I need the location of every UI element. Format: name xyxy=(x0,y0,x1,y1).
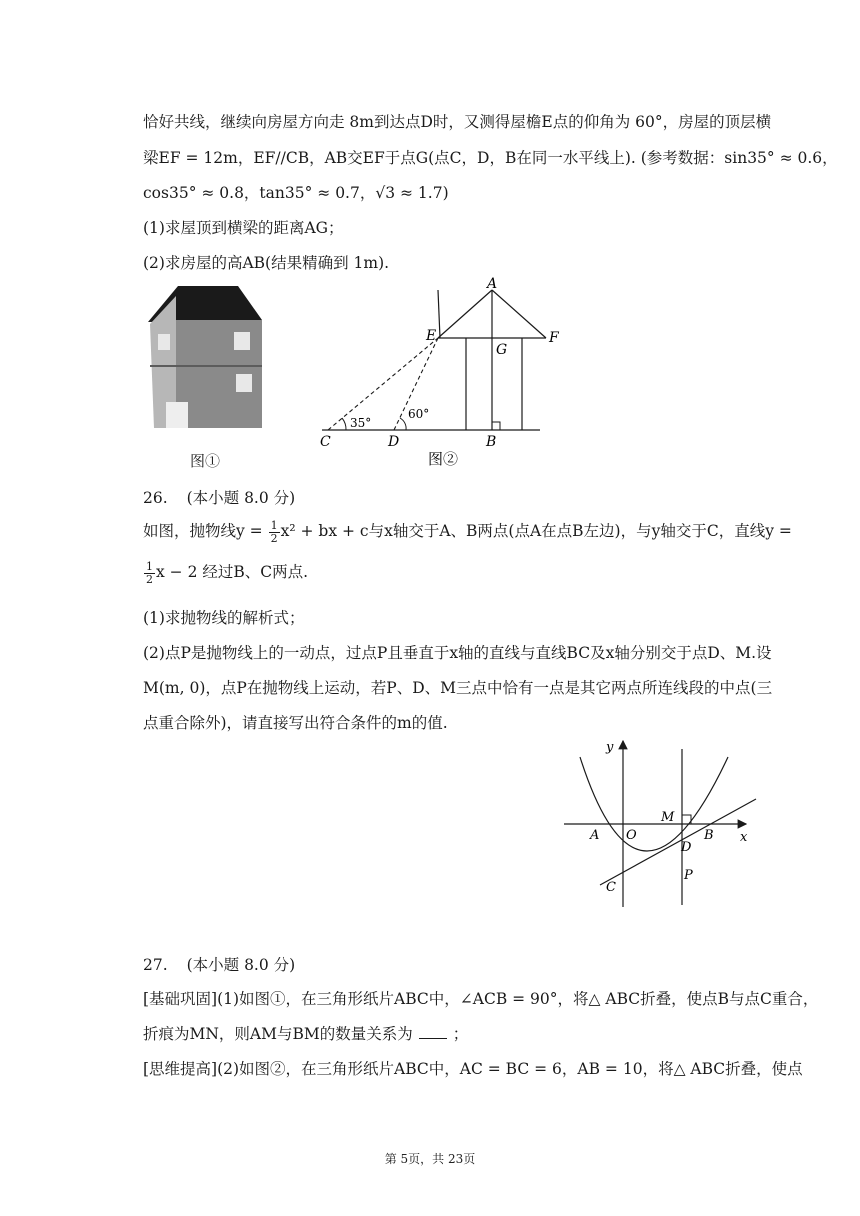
house-window xyxy=(236,374,252,392)
angle-label-35: 35° xyxy=(350,416,372,430)
figure-1-house xyxy=(140,280,275,475)
figure-2-caption: 图② xyxy=(428,450,459,468)
label-d: D xyxy=(388,434,400,450)
right-angle-mark xyxy=(492,422,500,430)
q26-sub-1: (1)求抛物线的解析式； xyxy=(143,609,305,627)
q26-header xyxy=(143,486,295,508)
figure-2-diagram xyxy=(310,276,559,471)
q26-line-2 xyxy=(143,560,308,586)
answer-blank[interactable] xyxy=(419,1024,447,1039)
label-c: C xyxy=(606,880,616,895)
label-a: A xyxy=(487,276,498,292)
label-x: x xyxy=(740,830,748,845)
q26-sub-2-line-1: (2)点P是抛物线上的一动点，过点P且垂直于x轴的直线与直线BC及x轴分别交于点D、M.设 xyxy=(143,644,772,662)
q27-score: (本小题 8.0 分) xyxy=(186,956,296,974)
angle-arc-d xyxy=(400,418,406,430)
q27-line-3: [思维提高](2)如图②，在三角形纸片ABC中，AC = BC = 6，AB = 10，将△ ABC折叠，使点 xyxy=(143,1060,803,1078)
label-c: C xyxy=(320,434,331,450)
q25-line-3: cos35° ≈ 0.8，tan35° ≈ 0.7，√3 ≈ 1.7) xyxy=(143,184,449,202)
q26-line-1-pre: 如图，抛物线y = xyxy=(143,522,268,540)
figure-3-parabola xyxy=(560,735,760,915)
label-m: M xyxy=(661,810,675,825)
fraction-one-half: $\frac{1}{2}$ xyxy=(146,559,153,586)
q27-line-1: [基础巩固](1)如图①，在三角形纸片ABC中，∠ACB = 90°，将△ ABC折叠，使点B与点C重合， xyxy=(143,990,819,1008)
label-e: E xyxy=(426,328,437,344)
page-footer: 第 5页，共 23页 xyxy=(384,1152,476,1166)
figure-1-caption: 图① xyxy=(190,452,221,470)
label-b: B xyxy=(486,434,497,450)
q27-header xyxy=(143,953,295,975)
q27-line-2 xyxy=(143,1022,468,1044)
fraction-one-half: $\frac{1}{2}$ xyxy=(270,518,278,545)
label-g: G xyxy=(496,342,508,358)
house-door xyxy=(166,402,188,428)
house-window xyxy=(158,334,170,350)
q26-line-1 xyxy=(143,519,792,545)
angle-label-60: 60° xyxy=(408,407,430,421)
q27-line-2-pre: 折痕为MN，则AM与BM的数量关系为 xyxy=(143,1025,413,1043)
angle-arc-c xyxy=(342,418,346,430)
q25-sub-2: (2)求房屋的高AB(结果精确到 1m). xyxy=(143,254,390,272)
label-o: O xyxy=(626,828,637,843)
label-p: P xyxy=(684,868,693,883)
label-a: A xyxy=(590,828,600,843)
q25-line-1: 恰好共线，继续向房屋方向走 8m到达点D时，又测得屋檐E点的仰角为 60°，房屋的顶层横 xyxy=(143,113,772,131)
q25-line-2: 梁EF = 12m，EF//CB，AB交EF于点G(点C，D，B在同一水平线上). (参考数据：sin35° ≈ 0.6， xyxy=(143,149,838,167)
house-window xyxy=(234,332,250,350)
label-d: D xyxy=(681,840,692,855)
q26-line-1-post: x² + bx + c与x轴交于A、B两点(点A在点B左边)，与y轴交于C，直线y = xyxy=(280,522,792,540)
q26-number: 26. xyxy=(143,489,168,507)
q27-number: 27. xyxy=(143,956,168,974)
label-y: y xyxy=(606,740,614,755)
q25-sub-1: (1)求屋顶到横梁的距离AG； xyxy=(143,219,344,237)
roof-right xyxy=(492,290,546,338)
q26-sub-2-line-3: 点重合除外)，请直接写出符合条件的m的值. xyxy=(143,714,448,732)
roof-left xyxy=(438,290,492,338)
label-f: F xyxy=(549,330,559,346)
q26-score: (本小题 8.0 分) xyxy=(186,489,296,507)
q27-line-2-post: ； xyxy=(452,1025,469,1043)
q26-line-2-post: x − 2 经过B、C两点. xyxy=(156,563,309,581)
q26-sub-2-line-2: M(m, 0)，点P在抛物线上运动，若P、D、M三点中恰有一点是其它两点所连线段的中点(三 xyxy=(143,679,773,697)
label-b: B xyxy=(704,828,714,843)
